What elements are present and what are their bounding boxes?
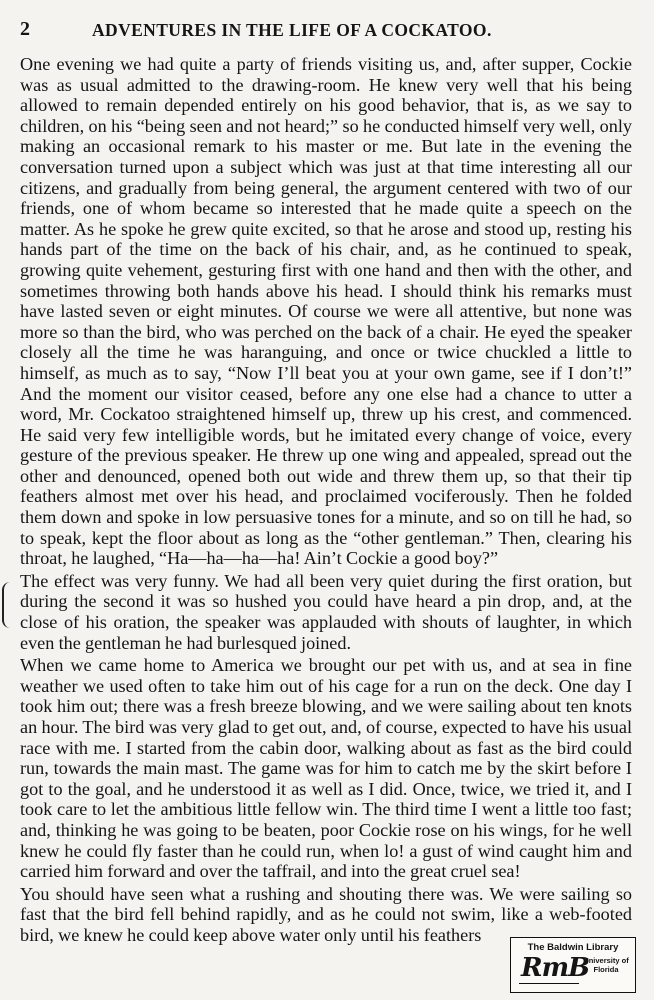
- stamp-underline: [519, 983, 579, 984]
- stamp-monogram: RmB: [521, 953, 590, 983]
- paragraph-4: You should have seen what a rushing and shouting there was. We were sailing so fast that the bird fell behind rapidly, and as he could not swim, like a web-footed bird, we knew he could keep above water only until his feathers: [20, 883, 632, 945]
- margin-bracket-mark: [2, 582, 12, 628]
- paragraph-3: When we came home to America we brought our pet with us, and at sea in fine weather we used often to take him out of his cage for a run on the deck. One day I took him out; there was a fresh breeze blowing, and we were sailing about ten knots an hour. The bird was very glad to get out, and, of course, expected to have his usual race with me. I started from the cabin door, walking about as fast as the bird could run, towards the main mast. The game was for him to catch me by the skirt before I got to the goal, and he understood it as well as I did. Once, twice, we tried it, and I took care to let the ambitious little fellow win. The third time I went a little too fast; and, thinking he was going to be beaten, poor Cockie rose on his wings, for he well knew he could fly faster than he could run, when lo! a gust of wind caught him and carried him forward and over the taffrail, and into the great cruel sea!: [20, 655, 632, 882]
- page-header: [20, 18, 632, 46]
- stamp-subtitle: University of Florida: [583, 956, 629, 974]
- page-number: 2: [20, 18, 30, 40]
- body-text: [20, 54, 632, 984]
- paragraph-1: One evening we had quite a party of friends visiting us, and, after supper, Cockie was as usual admitted to the drawing-room. He knew very well that his being allowed to remain depended entirely on his good behavior, that is, as we say to children, on his “being seen and not heard;” so he conducted himself very well, only making an occasional remark to his master or me. But late in the evening the conversation turned upon a subject which was just at that time interesting all our citizens, and gradually from being general, the argument centered with two of our friends, one of whom became so interested that he made quite a speech on the matter. As he spoke he grew quite excited, so that he arose and stood up, resting his hands part of the time on the back of his chair, and, as he continued to speak, growing quite vehement, gesturing first with one hand and then with the other, and sometimes throwing both hands above his head. I should think his remarks must have lasted seven or eight minutes. Of course we were all attentive, but none was more so than the bird, who was perched on the back of a chair. He eyed the speaker closely all the time he was haranguing, and once or twice chuckled a little to himself, as much as to say, “Now I’ll beat you at your own game, see if I don’t!” And the moment our visitor ceased, before any one else had a chance to utter a word, Mr. Cockatoo straightened himself up, threw up his crest, and commenced. He said very few intelligible words, but he imitated every change of voice, every gesture of the previous speaker. He threw up one wing and appealed, spread out the other and denounced, opened both out wide and threw them up, so that their tip feathers almost met over his head, and proclaimed vociferously. Then he folded them down and spoke in low persuasive tones for a minute, and so on till he had, so to speak, kept the floor about as long as the “other gentleman.” Then, clearing his throat, he laughed, “Ha—ha—ha—ha! Ain’t Cockie a good boy?”: [20, 54, 632, 569]
- library-stamp: [510, 937, 636, 993]
- paragraph-2: The effect was very funny. We had all been very quiet during the first oration, but during the second it was so hushed you could have heard a pin drop, and, at the close of his oration, the speaker was applauded with shouts of laughter, in which even the gentleman he had burlesqued joined.: [20, 570, 632, 653]
- stamp-title: The Baldwin Library: [527, 942, 619, 953]
- running-title: ADVENTURES IN THE LIFE OF A COCKATOO.: [92, 20, 492, 40]
